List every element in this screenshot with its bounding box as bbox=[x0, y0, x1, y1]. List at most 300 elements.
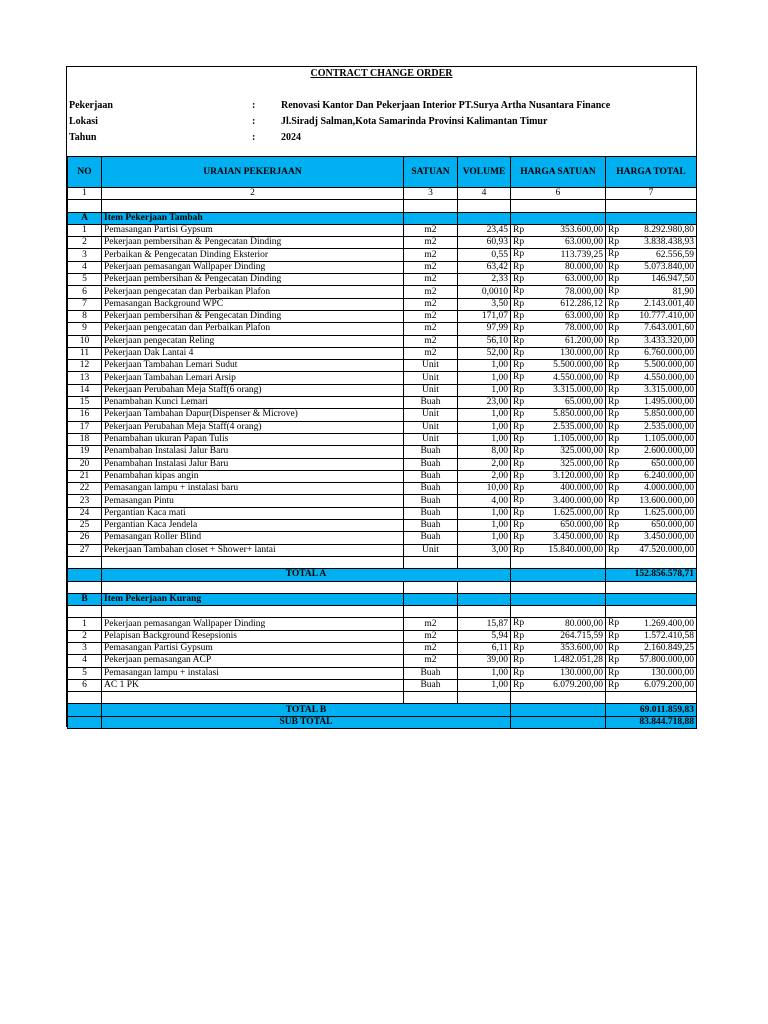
currency-label: Rp bbox=[608, 446, 620, 457]
item-total-price-amount: 3.450.000,00 bbox=[644, 532, 694, 543]
item-total-price bbox=[606, 618, 697, 630]
item-description: Pekerjaan pengecatan dan Perbaikan Plafon bbox=[102, 323, 404, 335]
currency-label: Rp bbox=[513, 618, 525, 629]
item-no: 4 bbox=[68, 655, 102, 667]
item-description: Pemasangan Pintu bbox=[102, 495, 404, 507]
item-total-price-amount: 1.572.410,58 bbox=[644, 630, 694, 641]
item-total-price bbox=[606, 409, 697, 421]
item-description: Pemasangan Background WPC bbox=[102, 298, 404, 310]
column-number-row bbox=[68, 188, 697, 200]
currency-label: Rp bbox=[608, 335, 620, 346]
item-volume: 0,55 bbox=[458, 249, 511, 261]
item-unit-price-amount: 353.600,00 bbox=[560, 643, 603, 654]
item-unit-price bbox=[511, 507, 606, 519]
currency-label: Rp bbox=[513, 237, 525, 248]
item-total-price-amount: 3.315.000,00 bbox=[644, 384, 694, 395]
table-row bbox=[68, 298, 697, 310]
currency-label: Rp bbox=[513, 630, 525, 641]
currency-label: Rp bbox=[513, 470, 525, 481]
item-total-price bbox=[606, 470, 697, 482]
table-body bbox=[68, 188, 697, 729]
item-no: 6 bbox=[68, 679, 102, 691]
item-total-price bbox=[606, 630, 697, 642]
item-no: 24 bbox=[68, 507, 102, 519]
item-description: Pekerjaan Tambahan Lemari Arsip bbox=[102, 372, 404, 384]
currency-label: Rp bbox=[513, 347, 525, 358]
item-unit-price-amount: 353.600,00 bbox=[560, 225, 603, 236]
item-total-price bbox=[606, 360, 697, 372]
section-title: Item Pekerjaan Kurang bbox=[102, 593, 404, 605]
item-description: Perbaikan & Pengecatan Dinding Eksterior bbox=[102, 249, 404, 261]
item-total-price-amount: 2.600.000,00 bbox=[644, 446, 694, 457]
item-total-price bbox=[606, 679, 697, 691]
item-description: Penambahan Instalasi Jalur Baru bbox=[102, 446, 404, 458]
info-label: Lokasi bbox=[69, 116, 98, 127]
item-volume: 5,94 bbox=[458, 630, 511, 642]
item-unit: m2 bbox=[404, 261, 458, 273]
item-unit-price-amount: 400.000,00 bbox=[560, 483, 603, 494]
item-unit-price bbox=[511, 495, 606, 507]
item-unit: Unit bbox=[404, 433, 458, 445]
item-volume: 1,00 bbox=[458, 507, 511, 519]
item-volume: 60,93 bbox=[458, 237, 511, 249]
item-description: Pekerjaan Perubahan Meja Staff(6 orang) bbox=[102, 384, 404, 396]
item-unit: Buah bbox=[404, 470, 458, 482]
item-unit-price-amount: 1.625.000,00 bbox=[553, 507, 603, 518]
item-description: Pekerjaan pembersihan & Pengecatan Dinding bbox=[102, 310, 404, 322]
item-no: 26 bbox=[68, 532, 102, 544]
item-no: 2 bbox=[68, 630, 102, 642]
total-a-row-value: 152.856.578,71 bbox=[606, 569, 697, 581]
item-description: Pekerjaan Tambahan Lemari Sudut bbox=[102, 360, 404, 372]
item-description: Pekerjaan Dak Lantai 4 bbox=[102, 347, 404, 359]
item-total-price-amount: 650.000,00 bbox=[651, 458, 694, 469]
item-total-price bbox=[606, 667, 697, 679]
item-total-price bbox=[606, 544, 697, 556]
item-unit-price-amount: 80.000,00 bbox=[565, 618, 603, 629]
currency-label: Rp bbox=[513, 520, 525, 531]
item-no: 2 bbox=[68, 237, 102, 249]
spacer-row bbox=[68, 200, 697, 212]
item-volume: 3,50 bbox=[458, 298, 511, 310]
item-total-price-amount: 1.269.400,00 bbox=[644, 618, 694, 629]
item-unit-price-amount: 63.000,00 bbox=[565, 237, 603, 248]
item-total-price-amount: 1.495.000,00 bbox=[644, 397, 694, 408]
currency-label: Rp bbox=[608, 397, 620, 408]
table-row bbox=[68, 655, 697, 667]
item-volume: 1,00 bbox=[458, 679, 511, 691]
table-row bbox=[68, 495, 697, 507]
table-row bbox=[68, 249, 697, 261]
item-no: 6 bbox=[68, 286, 102, 298]
item-total-price bbox=[606, 261, 697, 273]
currency-label: Rp bbox=[608, 274, 620, 285]
currency-label: Rp bbox=[608, 532, 620, 543]
item-description: Pergantian Kaca Jendela bbox=[102, 520, 404, 532]
section-code: B bbox=[68, 593, 102, 605]
info-value: Jl.Siradj Salman,Kota Samarinda Provinsi Kalimantan Timur bbox=[281, 116, 548, 127]
item-total-price bbox=[606, 237, 697, 249]
item-volume: 39,00 bbox=[458, 655, 511, 667]
item-unit-price bbox=[511, 323, 606, 335]
item-description: Pekerjaan pengecatan Reling bbox=[102, 335, 404, 347]
item-total-price-amount: 2.143.001,40 bbox=[644, 298, 694, 309]
document-title: CONTRACT CHANGE ORDER bbox=[310, 68, 453, 79]
item-no: 10 bbox=[68, 335, 102, 347]
header-satuan: SATUAN bbox=[404, 157, 458, 188]
info-value: Renovasi Kantor Dan Pekerjaan Interior PT.Surya Artha Nusantara Finance bbox=[281, 100, 611, 111]
item-volume: 1,00 bbox=[458, 532, 511, 544]
item-total-price-amount: 6.760.000,00 bbox=[644, 348, 694, 358]
item-total-price-amount: 650.000,00 bbox=[651, 520, 694, 531]
item-total-price-amount: 2.535.000,00 bbox=[644, 421, 694, 432]
item-unit-price-amount: 63.000,00 bbox=[565, 274, 603, 285]
item-unit-price bbox=[511, 458, 606, 470]
currency-label: Rp bbox=[608, 298, 620, 309]
table-row bbox=[68, 323, 697, 335]
item-unit-price-amount: 650.000,00 bbox=[560, 520, 603, 531]
currency-label: Rp bbox=[513, 397, 525, 408]
currency-label: Rp bbox=[608, 507, 620, 518]
currency-label: Rp bbox=[513, 224, 525, 235]
total-b-row bbox=[68, 704, 697, 716]
item-no: 21 bbox=[68, 470, 102, 482]
header-uraian: URAIAN PEKERJAAN bbox=[102, 157, 404, 188]
currency-label: Rp bbox=[608, 310, 620, 321]
currency-label: Rp bbox=[608, 261, 620, 272]
item-unit: Unit bbox=[404, 384, 458, 396]
item-total-price bbox=[606, 421, 697, 433]
item-unit-price bbox=[511, 298, 606, 310]
item-unit-price-amount: 15.840.000,00 bbox=[548, 544, 603, 555]
item-total-price bbox=[606, 347, 697, 359]
item-description: Pemasangan lampu + instalasi bbox=[102, 667, 404, 679]
spacer-row bbox=[68, 692, 697, 704]
table-row bbox=[68, 483, 697, 495]
item-unit-price-amount: 3.400.000,00 bbox=[553, 495, 603, 506]
table-row bbox=[68, 433, 697, 445]
item-no: 16 bbox=[68, 409, 102, 421]
item-unit-price bbox=[511, 347, 606, 359]
item-volume: 15,87 bbox=[458, 618, 511, 630]
item-no: 7 bbox=[68, 298, 102, 310]
item-total-price-amount: 130.000,00 bbox=[651, 667, 694, 678]
item-unit-price bbox=[511, 618, 606, 630]
item-unit: m2 bbox=[404, 286, 458, 298]
info-colon: : bbox=[252, 132, 256, 143]
currency-label: Rp bbox=[608, 483, 620, 494]
col-number: 2 bbox=[102, 188, 404, 200]
item-unit-price-amount: 3.315.000,00 bbox=[553, 384, 603, 395]
spacer-row bbox=[68, 556, 697, 568]
currency-label: Rp bbox=[608, 470, 620, 481]
item-description: Pemasangan Roller Blind bbox=[102, 532, 404, 544]
currency-label: Rp bbox=[513, 372, 525, 383]
currency-label: Rp bbox=[513, 286, 525, 297]
item-total-price-amount: 3.433.320,00 bbox=[644, 335, 694, 346]
item-unit-price bbox=[511, 421, 606, 433]
item-description: Pekerjaan pemasangan ACP bbox=[102, 655, 404, 667]
currency-label: Rp bbox=[608, 642, 620, 653]
item-unit: m2 bbox=[404, 655, 458, 667]
item-unit-price bbox=[511, 679, 606, 691]
item-description: Pekerjaan pemasangan Wallpaper Dinding bbox=[102, 618, 404, 630]
item-unit-price-amount: 325.000,00 bbox=[560, 458, 603, 469]
currency-label: Rp bbox=[513, 310, 525, 321]
item-description: Pekerjaan Perubahan Meja Staff(4 orang) bbox=[102, 421, 404, 433]
item-description: Pekerjaan pembersihan & Pengecatan Dinding bbox=[102, 274, 404, 286]
item-total-price bbox=[606, 446, 697, 458]
currency-label: Rp bbox=[608, 433, 620, 444]
item-unit-price bbox=[511, 310, 606, 322]
currency-label: Rp bbox=[513, 298, 525, 309]
item-volume: 0,0010 bbox=[458, 286, 511, 298]
currency-label: Rp bbox=[608, 458, 620, 469]
currency-label: Rp bbox=[608, 237, 620, 248]
item-total-price bbox=[606, 532, 697, 544]
item-unit-price bbox=[511, 372, 606, 384]
item-total-price-amount: 47.520.000,00 bbox=[639, 544, 694, 555]
item-unit-price bbox=[511, 642, 606, 654]
total-b-row-label: TOTAL B bbox=[102, 704, 511, 716]
item-no: 8 bbox=[68, 310, 102, 322]
item-unit: Buah bbox=[404, 458, 458, 470]
item-description: Penambahan Instalasi Jalur Baru bbox=[102, 458, 404, 470]
table-row bbox=[68, 532, 697, 544]
table-row bbox=[68, 642, 697, 654]
currency-label: Rp bbox=[513, 655, 525, 666]
info-colon: : bbox=[252, 116, 256, 127]
item-volume: 1,00 bbox=[458, 421, 511, 433]
item-volume: 56,10 bbox=[458, 335, 511, 347]
table-header-row bbox=[68, 157, 697, 188]
item-no: 13 bbox=[68, 372, 102, 384]
currency-label: Rp bbox=[513, 261, 525, 272]
item-unit-price-amount: 130.000,00 bbox=[560, 667, 603, 678]
item-total-price-amount: 1.625.000,00 bbox=[644, 507, 694, 518]
table-row bbox=[68, 261, 697, 273]
item-unit-price bbox=[511, 360, 606, 372]
item-total-price bbox=[606, 335, 697, 347]
item-total-price bbox=[606, 372, 697, 384]
item-unit: Buah bbox=[404, 507, 458, 519]
item-total-price-amount: 6.079.200,00 bbox=[644, 680, 694, 691]
item-description: AC 1 PK bbox=[102, 679, 404, 691]
item-no: 5 bbox=[68, 274, 102, 286]
item-unit-price bbox=[511, 409, 606, 421]
item-total-price-amount: 8.292.980,80 bbox=[644, 225, 694, 236]
table-row bbox=[68, 470, 697, 482]
table-row bbox=[68, 446, 697, 458]
item-unit: Buah bbox=[404, 495, 458, 507]
item-no: 14 bbox=[68, 384, 102, 396]
table-row bbox=[68, 397, 697, 409]
item-unit: Unit bbox=[404, 409, 458, 421]
table-row bbox=[68, 274, 697, 286]
item-total-price bbox=[606, 433, 697, 445]
item-unit-price bbox=[511, 237, 606, 249]
item-total-price-amount: 5.500.000,00 bbox=[644, 360, 694, 371]
item-no: 27 bbox=[68, 544, 102, 556]
item-unit: m2 bbox=[404, 237, 458, 249]
item-description: Pemasangan lampu + instalasi baru bbox=[102, 483, 404, 495]
item-unit-price-amount: 612.286,12 bbox=[560, 298, 603, 309]
item-total-price-amount: 6.240.000,00 bbox=[644, 470, 694, 481]
col-number: 3 bbox=[404, 188, 458, 200]
item-total-price bbox=[606, 274, 697, 286]
info-colon: : bbox=[252, 100, 256, 111]
table-row bbox=[68, 372, 697, 384]
item-total-price-amount: 146.947,50 bbox=[651, 274, 694, 285]
work-items-table bbox=[67, 156, 697, 729]
item-total-price-amount: 3.838.438,93 bbox=[644, 237, 694, 248]
total-a-row bbox=[68, 569, 697, 581]
item-no: 4 bbox=[68, 261, 102, 273]
item-volume: 23,45 bbox=[458, 224, 511, 236]
item-volume: 1,00 bbox=[458, 520, 511, 532]
item-unit-price bbox=[511, 630, 606, 642]
item-total-price bbox=[606, 483, 697, 495]
item-no: 1 bbox=[68, 224, 102, 236]
item-unit: m2 bbox=[404, 310, 458, 322]
item-total-price bbox=[606, 249, 697, 261]
item-unit: m2 bbox=[404, 249, 458, 261]
item-no: 18 bbox=[68, 433, 102, 445]
item-volume: 6,11 bbox=[458, 642, 511, 654]
item-volume: 10,00 bbox=[458, 483, 511, 495]
header-harga-total: HARGA TOTAL bbox=[606, 157, 697, 188]
item-volume: 52,00 bbox=[458, 347, 511, 359]
currency-label: Rp bbox=[608, 372, 620, 383]
table-row bbox=[68, 618, 697, 630]
item-volume: 1,00 bbox=[458, 667, 511, 679]
item-description: Pergantian Kaca mati bbox=[102, 507, 404, 519]
table-row bbox=[68, 347, 697, 359]
item-unit-price bbox=[511, 433, 606, 445]
table-row bbox=[68, 421, 697, 433]
item-total-price-amount: 81,90 bbox=[672, 286, 694, 297]
item-unit: m2 bbox=[404, 347, 458, 359]
item-volume: 1,00 bbox=[458, 372, 511, 384]
item-unit-price-amount: 1.482.051,28 bbox=[553, 655, 603, 666]
item-unit-price-amount: 5.500.000,00 bbox=[553, 360, 603, 371]
currency-label: Rp bbox=[608, 409, 620, 420]
table-row bbox=[68, 224, 697, 236]
total-a-row-label: TOTAL A bbox=[102, 569, 511, 581]
item-description: Pekerjaan pemasangan Wallpaper Dinding bbox=[102, 261, 404, 273]
currency-label: Rp bbox=[608, 544, 620, 555]
currency-label: Rp bbox=[608, 224, 620, 235]
contract-change-order-sheet bbox=[66, 66, 697, 727]
item-total-price-amount: 10.777.410,00 bbox=[639, 311, 694, 322]
currency-label: Rp bbox=[513, 433, 525, 444]
item-unit: Buah bbox=[404, 446, 458, 458]
item-volume: 1,00 bbox=[458, 409, 511, 421]
total-b-row-value: 69.011.859,83 bbox=[606, 704, 697, 716]
currency-label: Rp bbox=[608, 347, 620, 358]
item-no: 11 bbox=[68, 347, 102, 359]
item-description: Pekerjaan Tambahan Dapur(Dispenser & Microve) bbox=[102, 409, 404, 421]
item-unit-price bbox=[511, 532, 606, 544]
currency-label: Rp bbox=[608, 667, 620, 678]
table-row bbox=[68, 544, 697, 556]
item-unit: Buah bbox=[404, 532, 458, 544]
currency-label: Rp bbox=[608, 618, 620, 629]
info-value: 2024 bbox=[281, 132, 301, 143]
item-no: 3 bbox=[68, 249, 102, 261]
currency-label: Rp bbox=[513, 384, 525, 395]
item-volume: 1,00 bbox=[458, 433, 511, 445]
spacer-row bbox=[68, 606, 697, 618]
item-total-price-amount: 2.160.849,25 bbox=[644, 643, 694, 654]
currency-label: Rp bbox=[608, 384, 620, 395]
spacer-row bbox=[68, 581, 697, 593]
item-description: Pelapisan Background Resepsionis bbox=[102, 630, 404, 642]
currency-label: Rp bbox=[608, 630, 620, 641]
item-volume: 1,00 bbox=[458, 360, 511, 372]
currency-label: Rp bbox=[608, 286, 620, 297]
table-row bbox=[68, 679, 697, 691]
item-unit: Buah bbox=[404, 667, 458, 679]
table-row bbox=[68, 310, 697, 322]
item-total-price-amount: 7.643.001,60 bbox=[644, 323, 694, 334]
item-unit: Unit bbox=[404, 360, 458, 372]
currency-label: Rp bbox=[513, 642, 525, 653]
item-unit: Unit bbox=[404, 544, 458, 556]
currency-label: Rp bbox=[513, 458, 525, 469]
item-unit-price-amount: 1.105.000,00 bbox=[553, 434, 603, 445]
item-unit-price-amount: 4.550.000,00 bbox=[553, 372, 603, 383]
item-unit-price bbox=[511, 397, 606, 409]
section-code: A bbox=[68, 212, 102, 224]
currency-label: Rp bbox=[608, 249, 620, 260]
item-description: Pekerjaan Tambahan closet + Shower+ lantai bbox=[102, 544, 404, 556]
item-volume: 97,99 bbox=[458, 323, 511, 335]
item-unit: m2 bbox=[404, 224, 458, 236]
item-no: 23 bbox=[68, 495, 102, 507]
item-unit-price bbox=[511, 520, 606, 532]
item-no: 1 bbox=[68, 618, 102, 630]
item-volume: 1,00 bbox=[458, 384, 511, 396]
item-total-price bbox=[606, 384, 697, 396]
currency-label: Rp bbox=[513, 421, 525, 432]
item-no: 3 bbox=[68, 642, 102, 654]
item-description: Pekerjaan pengecatan dan Perbaikan Plafon bbox=[102, 286, 404, 298]
currency-label: Rp bbox=[608, 520, 620, 531]
item-unit-price-amount: 3.120.000,00 bbox=[553, 470, 603, 481]
item-total-price-amount: 4.550.000,00 bbox=[644, 372, 694, 383]
item-unit: m2 bbox=[404, 274, 458, 286]
item-unit-price-amount: 78.000,00 bbox=[565, 286, 603, 297]
section-title: Item Pekerjaan Tambah bbox=[102, 212, 404, 224]
currency-label: Rp bbox=[513, 360, 525, 371]
item-total-price-amount: 5.073.840,00 bbox=[644, 261, 694, 272]
item-unit-price-amount: 5.850.000,00 bbox=[553, 409, 603, 420]
currency-label: Rp bbox=[513, 544, 525, 555]
item-no: 12 bbox=[68, 360, 102, 372]
item-unit: m2 bbox=[404, 642, 458, 654]
item-unit-price bbox=[511, 224, 606, 236]
table-row bbox=[68, 384, 697, 396]
item-total-price bbox=[606, 507, 697, 519]
item-unit-price-amount: 6.079.200,00 bbox=[553, 680, 603, 691]
item-unit-price-amount: 325.000,00 bbox=[560, 446, 603, 457]
item-unit-price-amount: 264.715,59 bbox=[560, 630, 603, 641]
currency-label: Rp bbox=[513, 323, 525, 334]
item-unit-price bbox=[511, 667, 606, 679]
table-row bbox=[68, 286, 697, 298]
item-volume: 171,07 bbox=[458, 310, 511, 322]
